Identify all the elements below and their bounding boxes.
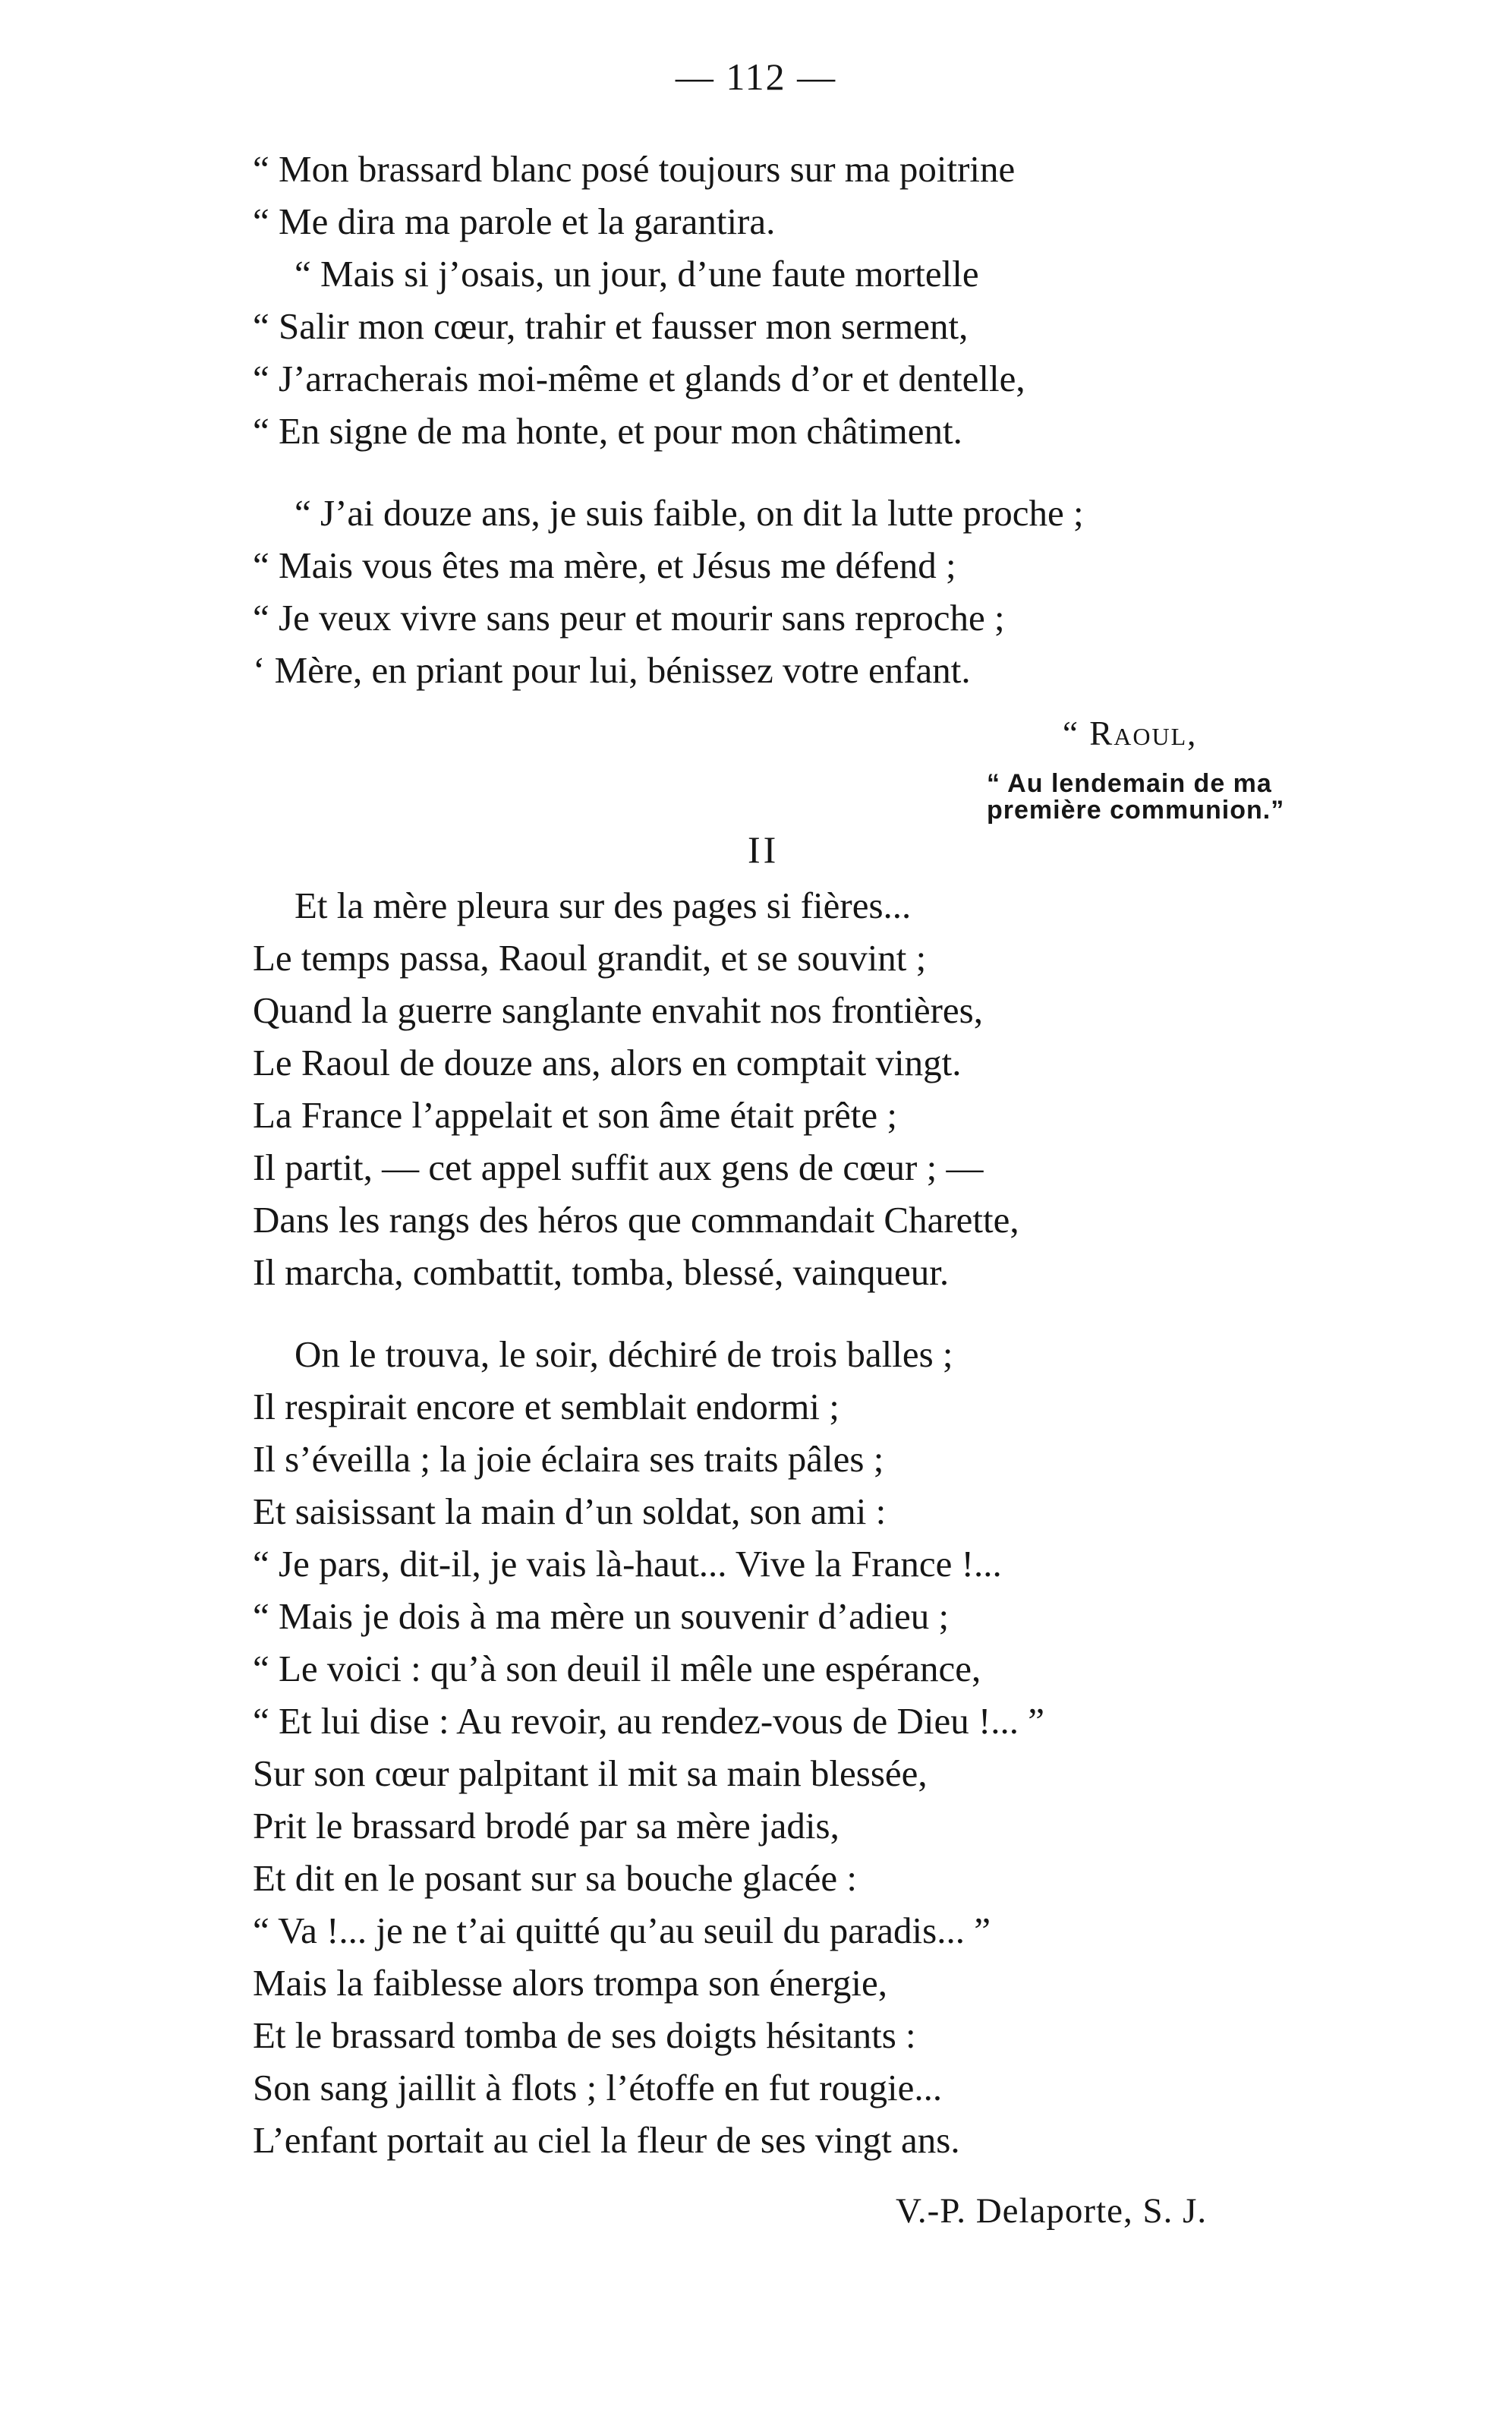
poem-line: On le trouva, le soir, déchiré de trois balles ;	[295, 1333, 953, 1375]
poem-line: Et la mère pleura sur des pages si fières...	[295, 885, 912, 926]
signature-raoul: “ Raoul,	[1063, 714, 1198, 752]
poem-line: Le temps passa, Raoul grandit, et se souvint ;	[253, 937, 927, 979]
poem-line: Il partit, — cet appel suffit aux gens de cœur ; —	[253, 1146, 984, 1188]
poem-line: “ Me dira ma parole et la garantira.	[253, 200, 776, 242]
poem-line: Il marcha, combattit, tomba, blessé, vainqueur.	[253, 1251, 950, 1293]
poem-line: ‘ Mère, en priant pour lui, bénissez votre enfant.	[253, 649, 971, 691]
page-number: — 112 —	[675, 55, 837, 98]
poem-line: Mais la faiblesse alors trompa son énergie,	[253, 1962, 887, 2004]
poem-line: “ Je veux vivre sans peur et mourir sans reproche ;	[253, 597, 1005, 639]
poem-line: L’enfant portait au ciel la fleur de ses vingt ans.	[253, 2119, 960, 2161]
poem-line: “ Mais si j’osais, un jour, d’une faute mortelle	[295, 253, 979, 295]
poem-line: Prit le brassard brodé par sa mère jadis,	[253, 1805, 839, 1847]
poem-line: Le Raoul de douze ans, alors en comptait vingt.	[253, 1042, 962, 1083]
poem-line: “ J’arracherais moi-même et glands d’or et dentelle,	[253, 358, 1025, 399]
poem-line: “ En signe de ma honte, et pour mon châtiment.	[253, 410, 962, 452]
poem-line: “ Et lui dise : Au revoir, au rendez-vous de Dieu !... ”	[253, 1700, 1045, 1742]
author-signature: V.-P. Delaporte, S. J.	[896, 2191, 1208, 2231]
poem-line: “ Mais je dois à ma mère un souvenir d’adieu ;	[253, 1595, 950, 1637]
poem-line: Son sang jaillit à flots ; l’étoffe en fut rougie...	[253, 2067, 943, 2108]
section-number: II	[748, 828, 780, 871]
poem-line: “ Mais vous êtes ma mère, et Jésus me défend ;	[253, 544, 956, 586]
poem-line: La France l’appelait et son âme était prête ;	[253, 1094, 897, 1136]
poem-line: Et saisissant la main d’un soldat, son ami :	[253, 1490, 887, 1532]
poem-line: Il respirait encore et semblait endormi ;	[253, 1386, 839, 1427]
poem-line: “ Mon brassard blanc posé toujours sur ma poitrine	[253, 148, 1016, 190]
signature-note: première communion.”	[987, 796, 1285, 825]
poem-line: “ J’ai douze ans, je suis faible, on dit la lutte proche ;	[295, 492, 1084, 534]
poem-line: Quand la guerre sanglante envahit nos frontières,	[253, 989, 983, 1031]
poem-line: Sur son cœur palpitant il mit sa main blessée,	[253, 1752, 928, 1794]
poem-line: “ Je pars, dit-il, je vais là-haut... Vive la France !...	[253, 1543, 1002, 1585]
poem-line: “ Le voici : qu’à son deuil il mêle une espérance,	[253, 1648, 981, 1689]
signature-note: “ Au lendemain de ma	[987, 769, 1272, 798]
poem-line: Dans les rangs des héros que commandait Charette,	[253, 1199, 1019, 1241]
poem-line: Et le brassard tomba de ses doigts hésitants :	[253, 2014, 916, 2056]
poem-line: Il s’éveilla ; la joie éclaira ses traits pâles ;	[253, 1438, 884, 1480]
poem-line: “ Salir mon cœur, trahir et fausser mon serment,	[253, 305, 969, 347]
poem-line: “ Va !... je ne t’ai quitté qu’au seuil du paradis... ”	[253, 1910, 991, 1951]
poem-line: Et dit en le posant sur sa bouche glacée :	[253, 1857, 857, 1899]
